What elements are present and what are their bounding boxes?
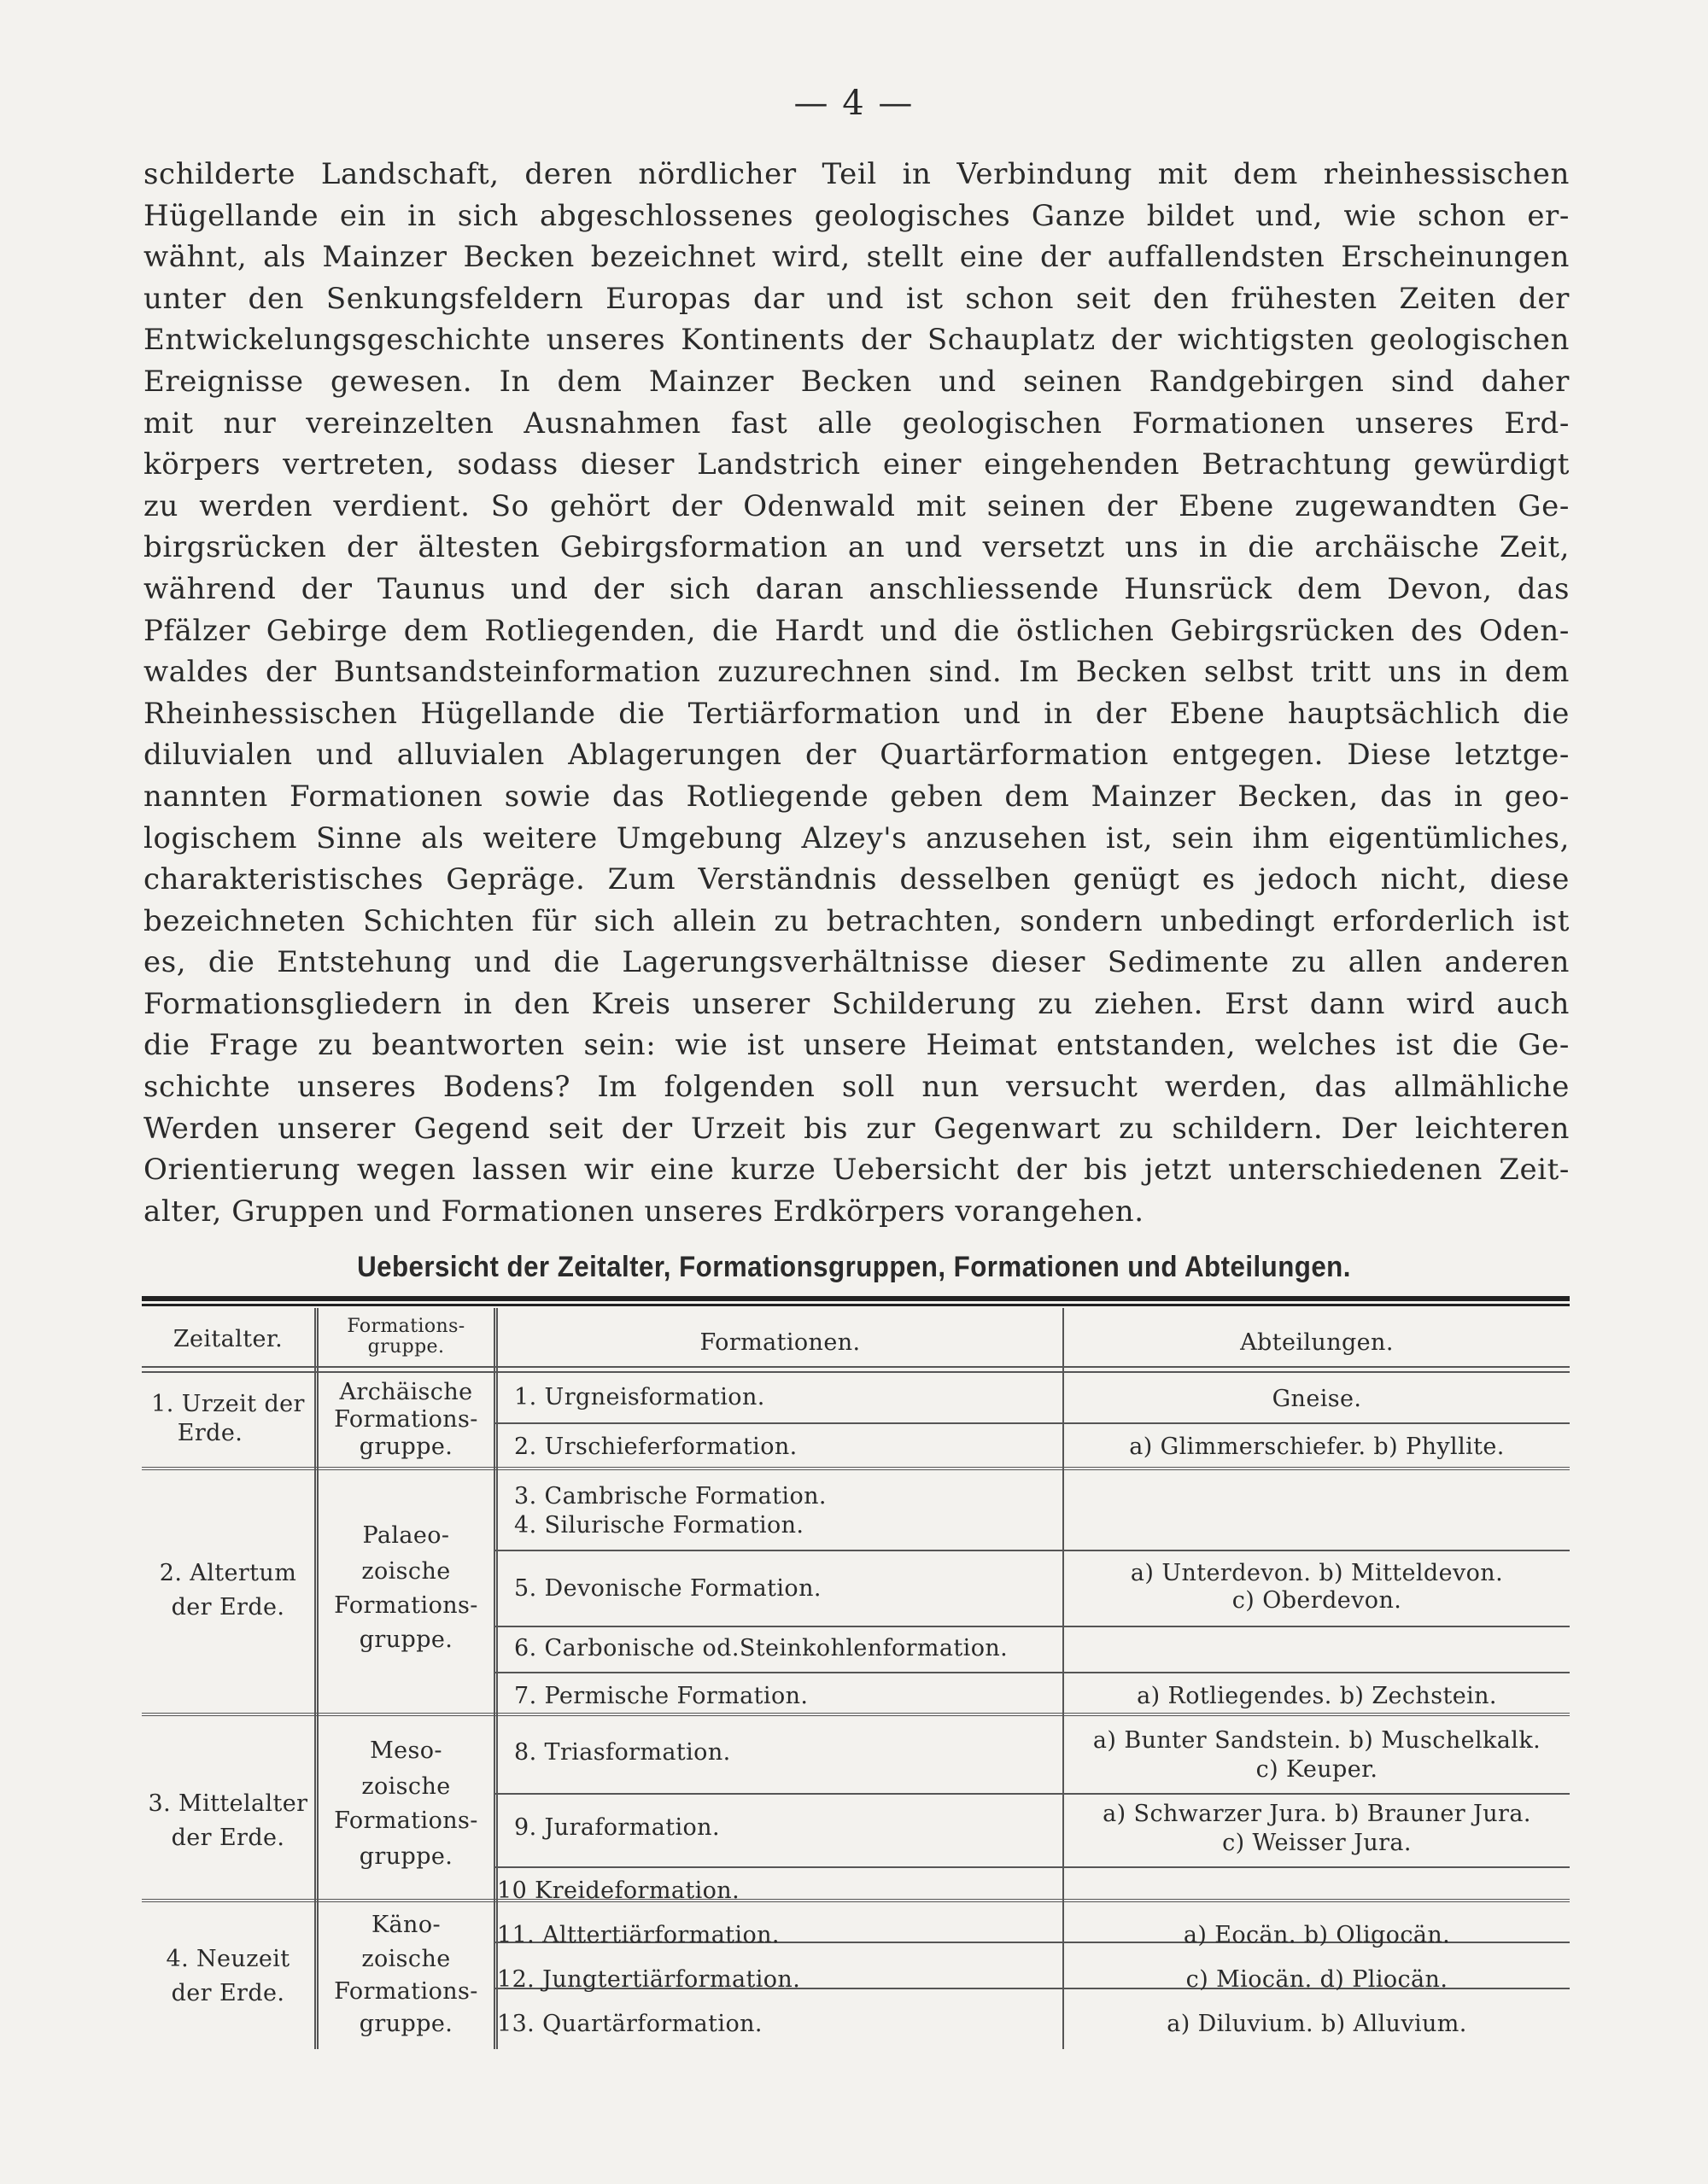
body-line: waldes der Buntsandsteinformation zuzurechnen sind. Im Becken selbst tritt uns in dem	[143, 655, 1570, 690]
formation-label: 9. Juraformation.	[514, 1814, 720, 1841]
division-label: a) Unterdevon. b) Mitteldevon.	[1130, 1560, 1504, 1586]
era-label: 1. Urzeit der	[151, 1391, 305, 1417]
group-label: Formations-	[334, 1592, 478, 1619]
group-label: Meso-	[370, 1737, 442, 1764]
body-line: Werden unserer Gegend seit der Urzeit bis zur Gegenwart zu schildern. Der leichteren	[143, 1111, 1570, 1146]
division-label: c) Oberdevon.	[1231, 1587, 1402, 1614]
overview-table	[142, 1296, 1570, 2047]
row-divider	[494, 1550, 1570, 1551]
body-line: diluvialen und alluvialen Ablagerungen der Quartärformation entgegen. Diese letztge-	[143, 738, 1570, 773]
body-line: Ereignisse gewesen. In dem Mainzer Becken und seinen Randgebirgen sind daher	[143, 364, 1570, 399]
table-title: Uebersicht der Zeitalter, Formationsgruppen, Formationen und Abteilungen.	[357, 1251, 1351, 1283]
era-label: 2. Altertum	[159, 1560, 297, 1586]
header-abteilungen: Abteilungen.	[1240, 1329, 1394, 1356]
group-label: gruppe.	[359, 1626, 453, 1653]
body-line: mit nur vereinzelten Ausnahmen fast alle geologischen Formationen unseres Erd-	[143, 406, 1570, 441]
body-line: Formationsgliedern in den Kreis unserer Schilderung zu ziehen. Erst dann wird auch	[143, 986, 1570, 1021]
formation-label: 1. Urgneisformation.	[514, 1384, 765, 1410]
body-line: nannten Formationen sowie das Rotliegende geben dem Mainzer Becken, das in geo-	[143, 779, 1570, 814]
body-line: Orientierung wegen lassen wir eine kurze Uebersicht der bis jetzt unterschiedenen Zeit-	[143, 1153, 1570, 1188]
header-gruppe-line1: Formations-	[347, 1316, 465, 1337]
division-label: a) Bunter Sandstein. b) Muschelkalk.	[1092, 1727, 1541, 1754]
body-line: körpers vertreten, sodass dieser Landstrich einer eingehenden Betrachtung gewürdigt	[143, 447, 1570, 482]
era-label: der Erde.	[171, 1980, 285, 2006]
formation-label: 2. Urschieferformation.	[514, 1434, 798, 1460]
body-line: Entwickelungsgeschichte unseres Kontinents der Schauplatz der wichtigsten geologischen	[143, 323, 1570, 358]
era-label: der Erde.	[171, 1594, 285, 1620]
group-label: Palaeo-	[362, 1522, 450, 1549]
body-line: alter, Gruppen und Formationen unseres Erdkörpers vorangehen.	[143, 1194, 1144, 1229]
body-line: birgsrücken der ältesten Gebirgsformation an und versetzt uns in die archäische Zeit,	[143, 530, 1570, 565]
division-label: a) Eocän. b) Oligocän.	[1183, 1922, 1451, 1948]
division-label: a) Diluvium. b) Alluvium.	[1167, 2011, 1467, 2037]
row-divider	[494, 1672, 1570, 1673]
body-line: bezeichneten Schichten für sich allein zu betrachten, sondern unbedingt erforderlich ist	[143, 903, 1570, 938]
formation-label: 6. Carbonische od.Steinkohlenformation.	[514, 1635, 1009, 1661]
body-line: zu werden verdient. So gehört der Odenwald mit seinen der Ebene zugewandten Ge-	[143, 488, 1570, 523]
body-line: während der Taunus und der sich daran anschliessende Hunsrück dem Devon, das	[143, 571, 1570, 606]
era-label: Erde.	[177, 1420, 243, 1446]
formation-label: 7. Permische Formation.	[514, 1683, 809, 1709]
page-number: — 4 —	[793, 84, 915, 123]
group-label: zoische	[361, 1946, 451, 1972]
formation-label: 5. Devonische Formation.	[514, 1575, 822, 1602]
era-label: 3. Mittelalter	[148, 1790, 308, 1817]
era-label: der Erde.	[171, 1825, 285, 1851]
body-line: schichte unseres Bodens? Im folgenden soll nun versucht werden, das allmähliche	[143, 1070, 1570, 1105]
division-label: c) Weisser Jura.	[1222, 1830, 1412, 1856]
group-label: gruppe.	[359, 1843, 453, 1870]
table-top-rule-thin	[142, 1304, 1570, 1306]
header-formationen: Formationen.	[699, 1329, 861, 1356]
group-label: Formations-	[334, 1406, 478, 1433]
body-line: Rheinhessischen Hügellande die Tertiärformation und in der Ebene hauptsächlich die	[143, 696, 1570, 731]
formation-label: 13. Quartärformation.	[497, 2011, 763, 2037]
row-divider	[494, 1626, 1570, 1627]
body-line: es, die Entstehung und die Lagerungsverhältnisse dieser Sedimente zu allen anderen	[143, 945, 1570, 980]
header-divider	[142, 1371, 1570, 1373]
body-line: unter den Senkungsfeldern Europas dar und ist schon seit den frühesten Zeiten der	[143, 281, 1570, 316]
group-label: zoische	[361, 1773, 451, 1800]
body-line: Pfälzer Gebirge dem Rotliegenden, die Hardt und die östlichen Gebirgsrücken des Oden-	[143, 613, 1570, 648]
group-label: Formations-	[334, 1978, 478, 2005]
division-label: c) Miocän. d) Pliocän.	[1185, 1966, 1448, 1993]
header-zeitalter: Zeitalter.	[173, 1326, 284, 1352]
group-label: Formations-	[334, 1807, 478, 1834]
group-label: zoische	[361, 1558, 451, 1585]
formation-label: 12. Jungtertiärformation.	[497, 1966, 801, 1993]
division-label: a) Schwarzer Jura. b) Brauner Jura.	[1103, 1801, 1531, 1827]
group-label: Käno-	[371, 1912, 442, 1938]
group-label: gruppe.	[359, 2011, 453, 2037]
body-line: charakteristisches Gepräge. Zum Verständnis desselben genügt es jedoch nicht, diese	[143, 862, 1570, 897]
era-divider	[142, 1467, 1570, 1470]
table-top-rule	[142, 1296, 1570, 1301]
body-line: schilderte Landschaft, deren nördlicher Teil in Verbindung mit dem rheinhessischen	[143, 157, 1570, 191]
body-line: logischem Sinne als weitere Umgebung Alzey's anzusehen ist, sein ihm eigentümliches,	[143, 820, 1570, 855]
division-label: a) Glimmerschiefer. b) Phyllite.	[1129, 1434, 1505, 1460]
header-gruppe-line2: gruppe.	[367, 1336, 445, 1358]
division-label: c) Keuper.	[1255, 1756, 1378, 1783]
formation-label: 11. Alttertiärformation.	[497, 1922, 780, 1948]
body-line: die Frage zu beantworten sein: wie ist unsere Heimat entstanden, welches ist die Ge-	[143, 1028, 1570, 1063]
formation-label: 8. Triasformation.	[514, 1739, 731, 1766]
division-label: Gneise.	[1272, 1386, 1362, 1412]
body-line: Hügellande ein in sich abgeschlossenes geologisches Ganze bildet und, wie schon er-	[143, 198, 1570, 233]
row-divider	[494, 1866, 1570, 1868]
era-divider	[142, 1713, 1570, 1716]
row-divider	[494, 1422, 1570, 1424]
formation-label: 3. Cambrische Formation.	[514, 1483, 827, 1510]
group-label: Archäische	[339, 1379, 473, 1405]
division-label: a) Rotliegendes. b) Zechstein.	[1137, 1683, 1497, 1709]
formation-label: 10 Kreideformation.	[497, 1877, 740, 1904]
era-label: 4. Neuzeit	[166, 1946, 290, 1972]
group-label: gruppe.	[359, 1434, 453, 1460]
body-line: wähnt, als Mainzer Becken bezeichnet wird, stellt eine der auffallendsten Erscheinungen	[143, 240, 1570, 275]
header-divider	[142, 1366, 1570, 1368]
body-text	[143, 154, 1570, 1232]
formation-label: 4. Silurische Formation.	[514, 1512, 804, 1539]
row-divider	[494, 1793, 1570, 1795]
era-divider	[142, 1899, 1570, 1902]
